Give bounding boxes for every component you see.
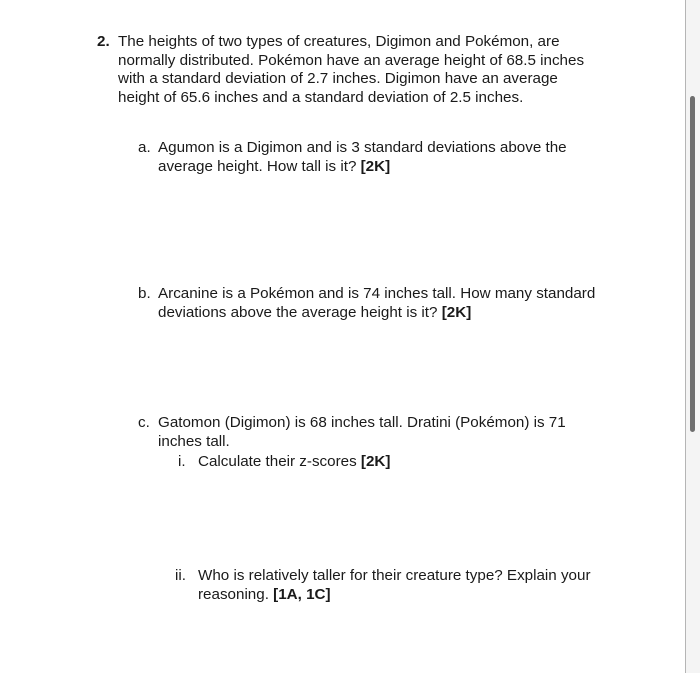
scrollbar-thumb[interactable] <box>690 96 695 432</box>
part-b-question: Arcanine is a Pokémon and is 74 inches tall. How many standard deviations above the average height is it? <box>158 285 596 321</box>
part-c-sub-i-question: Calculate their z-scores <box>198 453 357 470</box>
part-c-sub-ii-label: ii. <box>175 567 186 584</box>
part-a-question: Agumon is a Digimon and is 3 standard deviations above the average height. How tall is it? <box>158 139 567 175</box>
part-c-sub-ii-text <box>198 567 618 604</box>
part-a-text <box>158 139 598 176</box>
part-c-sub-ii-mark: [1A, 1C] <box>273 585 331 603</box>
part-c-label: c. <box>138 414 150 431</box>
part-c-text: Gatomon (Digimon) is 68 inches tall. Dratini (Pokémon) is 71 inches tall. <box>158 414 566 450</box>
question-number: 2. <box>97 33 110 50</box>
part-c-sub-i-mark: [2K] <box>360 453 391 470</box>
part-b-label: b. <box>138 285 151 302</box>
part-c-sub-i-label: i. <box>178 453 186 470</box>
part-a-mark: [2K] <box>360 157 391 175</box>
part-c-sub-ii-question: Who is relatively taller for their creature type? Explain your reasoning. <box>198 567 591 603</box>
part-a-label: a. <box>138 139 151 156</box>
part-c-sub-i-text <box>198 453 598 472</box>
part-b-mark: [2K] <box>441 303 472 321</box>
part-b-text <box>158 285 598 322</box>
question-stem: The heights of two types of creatures, Digimon and Pokémon, are normally distributed. Pokémon have an average height of 68.5 inches with a standard deviation of 2.7 inches. Digimon have an average height of 65.6 inches and a standard deviation of 2.5 inches. <box>118 33 585 106</box>
